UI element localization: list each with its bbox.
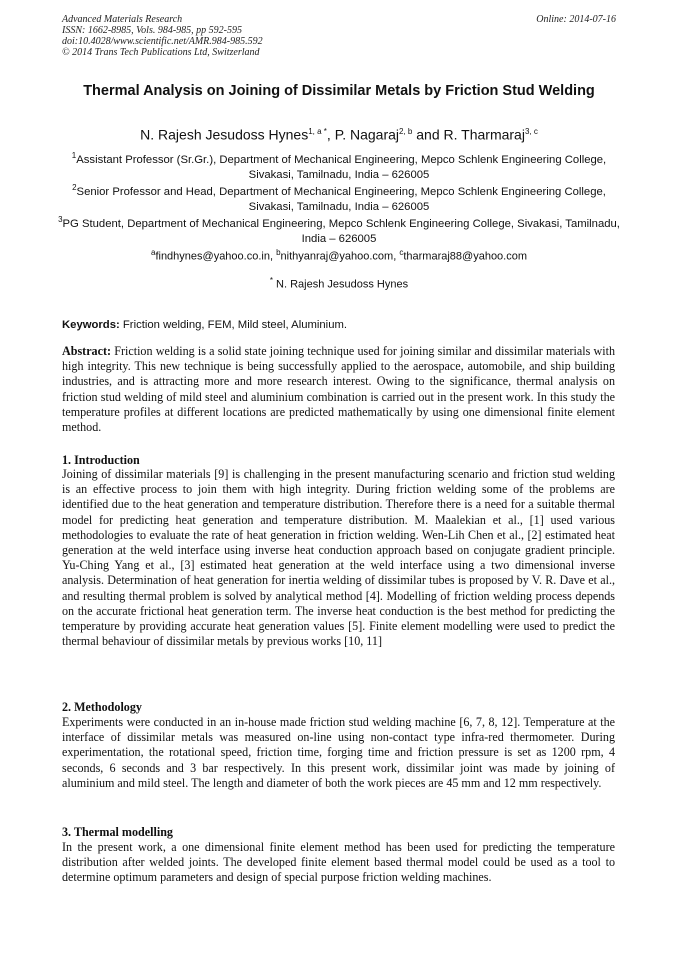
affiliation-1 <box>54 148 624 183</box>
author-separator: , <box>326 126 335 143</box>
author-superscript: 1, a * <box>308 127 327 136</box>
corresponding-marker: * <box>269 276 273 285</box>
keywords-label: Keywords: <box>62 319 120 331</box>
email-superscript: b <box>276 248 281 257</box>
affiliation-superscript: 2 <box>72 183 77 192</box>
journal-header <box>62 14 422 58</box>
section-body-methodology: Experiments were conducted in an in-house made friction stud welding machine [6, 7, 8, 12]. Temperature at the interface of dissimilar metals was measured on-line using non-contact type infra-red thermometer. During experimentation, the rotational speed, friction time, forging time and friction pressure is set as 1200 rpm, 4 seconds, 6 seconds and 3 bar respectively. In this present work, dissimilar joint was made by joining of aluminium and mild steel. The length and diameter of both the work pieces are 45 mm and 12 mm respectively. <box>62 715 615 790</box>
online-date: Online: 2014-07-16 <box>536 14 616 25</box>
author-name: N. Rajesh Jesudoss Hynes <box>140 126 309 143</box>
email-superscript: a <box>150 248 156 257</box>
affiliation-3 <box>54 212 624 247</box>
author-superscript: 3, c <box>524 127 538 136</box>
section-body-thermal-modelling: In the present work, a one dimensional finite element method has been used for predicting the temperature distribution after welded joints. The developed finite element based thermal model could be used as a tool to determine optimum parameters and design of special purpose friction welding machines. <box>62 840 615 885</box>
email-separator: , <box>393 250 400 263</box>
corresponding-author <box>40 274 638 292</box>
email-separator: , <box>269 250 277 263</box>
author-name: R. Tharmaraj <box>443 126 525 143</box>
abstract-label: Abstract: <box>62 344 112 358</box>
affiliation-text: PG Student, Department of Mechanical Engineering, Mepco Schlenk Engineering College, Sivakasi, Tamilnadu, India – 626005 <box>62 217 620 245</box>
email-list <box>40 246 638 264</box>
affiliation-text: Senior Professor and Head, Department of Mechanical Engineering, Mepco Schlenk Engineering College, Sivakasi, Tamilnadu, India – 626005 <box>76 185 606 213</box>
author-separator: and <box>412 126 444 143</box>
email-address: nithyanraj@yahoo.com <box>280 250 394 263</box>
affiliation-superscript: 1 <box>71 151 77 160</box>
journal-copyright: © 2014 Trans Tech Publications Ltd, Switzerland <box>62 47 260 58</box>
keywords-text: Friction welding, FEM, Mild steel, Aluminium. <box>119 319 348 331</box>
abstract <box>62 344 615 435</box>
affiliation-2 <box>54 180 624 215</box>
author-superscript: 2, b <box>399 127 413 136</box>
keywords <box>62 318 622 332</box>
section-heading-thermal-modelling: 3. Thermal modelling <box>62 825 173 839</box>
corresponding-name: N. Rajesh Jesudoss Hynes <box>273 278 409 291</box>
paper-title: Thermal Analysis on Joining of Dissimilar Metals by Friction Stud Welding <box>83 83 595 99</box>
section-heading-methodology: 2. Methodology <box>62 700 142 714</box>
section-heading-introduction: 1. Introduction <box>62 453 140 467</box>
email-superscript: c <box>399 248 404 257</box>
author-name: P. Nagaraj <box>334 126 400 143</box>
email-address: findhynes@yahoo.co.in <box>155 250 270 263</box>
affiliation-text: Assistant Professor (Sr.Gr.), Department of Mechanical Engineering, Mepco Schlenk Engineering College, Sivakasi, Tamilnadu, India – 626005 <box>76 153 607 181</box>
section-body-introduction: Joining of dissimilar materials [9] is challenging in the present manufacturing scenario and friction stud welding is an effective process to join them with high integrity. During friction welding some of the problems are identified due to the heat generation and temperature distribution. Therefore there is a need for a suitable thermal model for predicting heat generation and temperature distribution. M. Maalekian et al., [1] used various methodologies to evaluate the rate of heat generation in friction welding. Wen-Lih Chen et al., [2] estimated heat generation at the weld interface using inverse heat conduction approach based on conjugate gradient principle. Yu-Ching Yang et al., [3] estimated heat generation at the weld interface using a two dimensional inverse analysis. Determination of heat generation for inertia welding of dissimilar tubes is proposed by V. R. Dave et al., and resulting thermal problem is solved by analytical method [4]. Modelling of friction welding process depends on the accurate frictional heat generation term. The inverse heat conduction is the best method for predicting the temperature by providing accurate heat generation values [5]. Finite element modelling were used to predict the thermal behaviour of dissimilar metals by previous works [10, 11] <box>62 467 615 649</box>
author-list <box>40 123 638 144</box>
abstract-text: Friction welding is a solid state joining technique used for joining similar and dissimilar materials with high integrity. This new technique is being successfully applied to the aerospace, automobile, and ship building industries, and is attracting more and more research interest. Owing to the significance, thermal analysis on friction stud welding of mild steel and aluminium combination is carried out in the present work. In this study the temperature profiles at different locations are predicted mathematically by using one dimensional finite element method. <box>62 344 615 435</box>
journal-name: Advanced Materials Research <box>62 14 183 25</box>
journal-issn: ISSN: 1662-8985, Vols. 984-985, pp 592-595 <box>62 25 242 36</box>
email-address: tharmaraj88@yahoo.com <box>403 250 528 263</box>
journal-doi: doi:10.4028/www.scientific.net/AMR.984-985.592 <box>62 36 263 47</box>
affiliation-superscript: 3 <box>58 215 63 224</box>
